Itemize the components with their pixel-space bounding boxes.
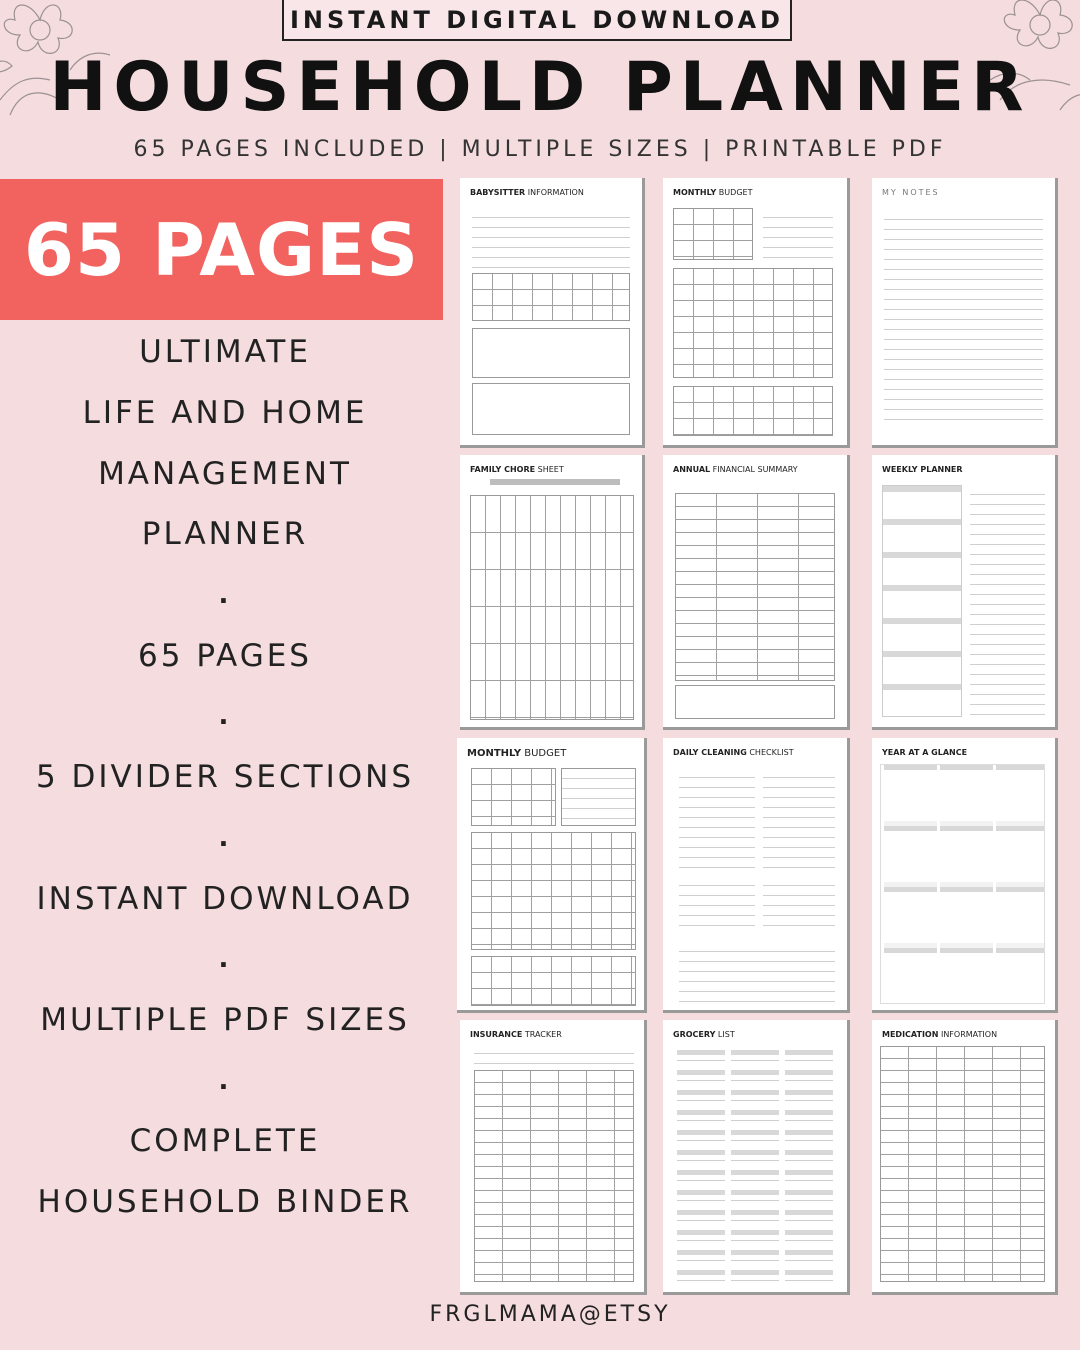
thumbnail-title-bold: INSURANCE — [470, 1030, 523, 1039]
thumbnail-title-rest: TRACKER — [522, 1030, 562, 1039]
feature-item: PLANNER — [141, 516, 309, 553]
chore-table — [470, 495, 634, 720]
instant-download-banner: INSTANT DIGITAL DOWNLOAD — [282, 0, 792, 41]
feature-item: MANAGEMENT — [98, 455, 352, 492]
notes-box — [675, 685, 835, 719]
cleaning-list — [679, 876, 755, 934]
thumbnail-family-chore-sheet — [460, 455, 645, 730]
thumbnail-title-rest: BUDGET — [716, 188, 753, 197]
feature-separator: . — [218, 1065, 232, 1096]
thumbnail-title-bold: MONTHLY — [467, 748, 522, 759]
grocery-column — [731, 1050, 779, 1282]
thumbnail-year-at-a-glance — [872, 738, 1058, 1013]
thumbnail-title-bold: YEAR AT A GLANCE — [882, 748, 968, 757]
feature-separator: . — [218, 944, 232, 975]
insurance-table — [474, 1070, 634, 1282]
cleaning-list — [763, 768, 835, 868]
thumbnail-monthly-budget-2 — [457, 738, 647, 1013]
budget-income-table — [471, 768, 556, 826]
feature-separator: . — [218, 580, 232, 611]
thumbnail-grocery-list — [663, 1020, 850, 1295]
thumbnail-title-rest: INFORMATION — [938, 1030, 998, 1039]
thumbnail-title-bold: BABYSITTER — [470, 188, 526, 197]
thumbnail-title-rest: SHEET — [535, 465, 564, 474]
form-table — [472, 273, 630, 321]
feature-separator: . — [218, 822, 232, 853]
feature-list — [0, 322, 450, 1232]
thumbnail-title-rest: BUDGET — [521, 748, 567, 759]
thumbnail-annual-financial-summary — [663, 455, 850, 730]
year-month-grid — [880, 764, 1045, 1004]
thumbnail-babysitter-info — [460, 178, 645, 448]
thumbnail-title-bold: ANNUAL — [673, 465, 711, 474]
feature-item: 65 PAGES — [138, 637, 312, 674]
budget-income-table — [673, 208, 753, 260]
thumbnail-insurance-tracker — [460, 1020, 647, 1295]
footer-shop-name: FRGLMAMA@ETSY — [429, 1302, 671, 1327]
page-title: HOUSEHOLD PLANNER — [49, 48, 1031, 127]
budget-summary — [763, 208, 833, 260]
thumbnail-title-rest: FINANCIAL SUMMARY — [710, 465, 798, 474]
thumbnail-title-rest: CHECKLIST — [746, 748, 794, 757]
thumbnail-title-rest: LIST — [715, 1030, 735, 1039]
feature-item: HOUSEHOLD BINDER — [37, 1183, 413, 1220]
thumbnail-daily-cleaning-checklist — [663, 738, 850, 1013]
budget-expenses-table — [471, 832, 636, 950]
thumbnail-title-bold: FAMILY CHORE — [470, 465, 536, 474]
week-of-bar — [490, 479, 620, 485]
notes-lines — [884, 210, 1043, 420]
pages-badge: 65 PAGES — [0, 179, 443, 320]
grocery-column — [677, 1050, 725, 1282]
feature-separator: . — [218, 701, 232, 732]
insurance-header-lines — [474, 1044, 634, 1064]
thumbnail-my-notes — [872, 178, 1058, 448]
feature-item: MULTIPLE PDF SIZES — [40, 1001, 410, 1038]
cleaning-list — [763, 876, 835, 934]
thumbnail-title-bold: WEEKLY PLANNER — [882, 465, 963, 474]
weekly-priorities — [970, 485, 1045, 717]
form-box — [472, 383, 630, 435]
thumbnail-title-bold: MONTHLY — [673, 188, 717, 197]
thumbnail-title-bold: GROCERY — [673, 1030, 716, 1039]
thumbnail-title-rest: INFORMATION — [525, 188, 584, 197]
feature-item: ULTIMATE — [139, 334, 311, 371]
thumbnail-weekly-planner — [872, 455, 1058, 730]
annual-summary-table — [675, 493, 835, 681]
thumbnail-title-bold: MEDICATION — [882, 1030, 939, 1039]
form-box — [472, 328, 630, 378]
thumbnail-title-bold: DAILY CLEANING — [673, 748, 747, 757]
budget-expenses-table — [673, 268, 833, 378]
thumbnail-title-rest: MY NOTES — [882, 188, 940, 197]
thumbnail-medication-information — [872, 1020, 1058, 1295]
weekly-days — [882, 485, 962, 717]
cleaning-list — [679, 942, 835, 1002]
feature-item: COMPLETE — [129, 1123, 321, 1160]
subtitle: 65 PAGES INCLUDED | MULTIPLE SIZES | PRINTABLE PDF — [133, 137, 947, 162]
budget-summary — [561, 768, 636, 826]
feature-item: 5 DIVIDER SECTIONS — [35, 759, 415, 796]
form-lines — [472, 208, 630, 268]
medication-table — [880, 1046, 1045, 1282]
budget-savings-table — [471, 956, 636, 1006]
thumbnail-monthly-budget — [663, 178, 850, 448]
budget-savings-table — [673, 386, 833, 436]
feature-item: LIFE AND HOME — [82, 395, 368, 432]
feature-item: INSTANT DOWNLOAD — [36, 880, 414, 917]
cleaning-list — [679, 768, 755, 868]
grocery-column — [785, 1050, 833, 1282]
